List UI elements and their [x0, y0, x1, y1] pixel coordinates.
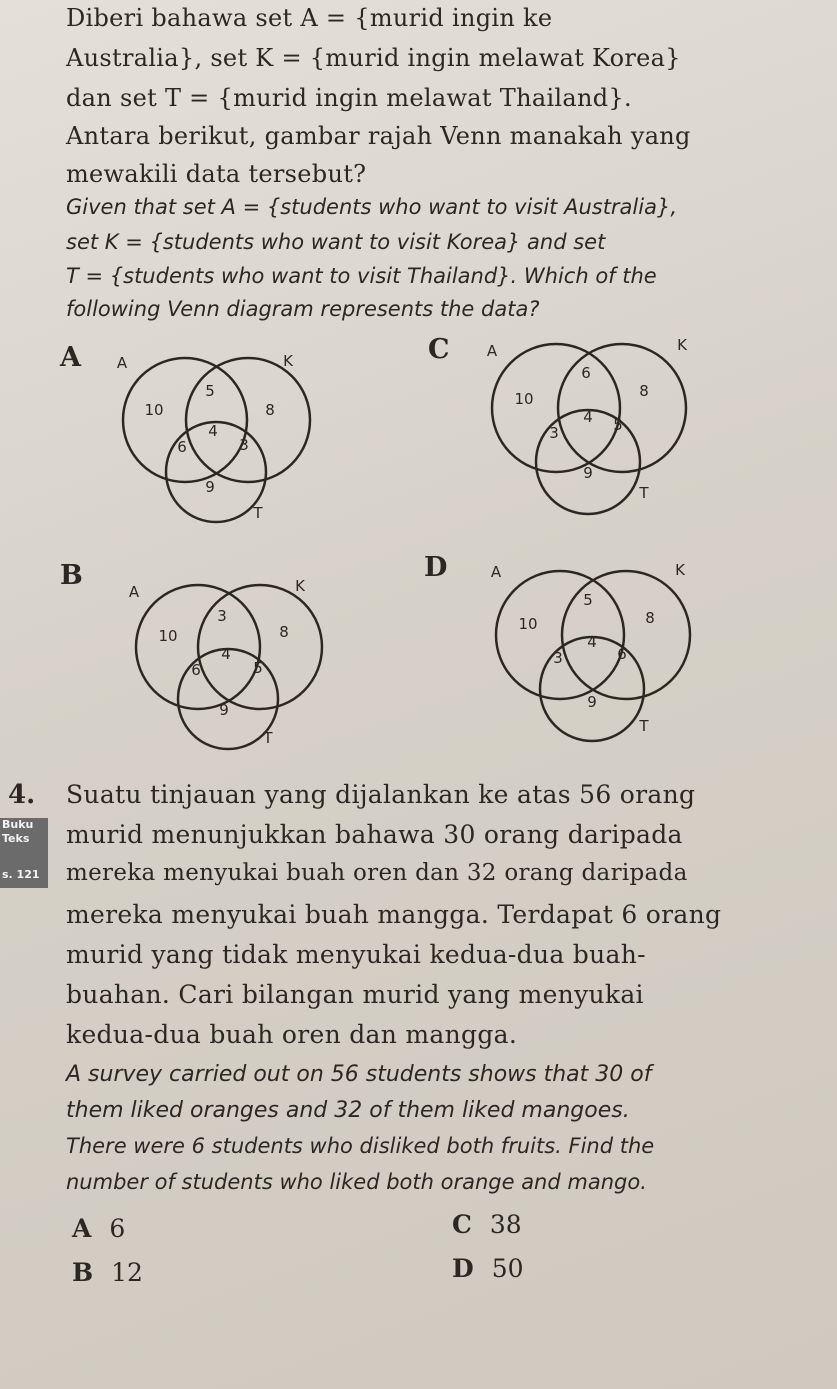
region-t-only: 9: [587, 693, 597, 711]
q4-ms-line-6: buahan. Cari bilangan murid yang menyukai: [66, 980, 644, 1009]
q3-en-line-3: T = {students who want to visit Thailand}. Which of the: [66, 264, 657, 288]
q3-ms-line-1: Diberi bahawa set A = {murid ingin ke: [66, 4, 553, 32]
region-a-only: 10: [518, 615, 538, 633]
answer-option-d[interactable]: [452, 1254, 524, 1283]
tab-line-2: Teks: [2, 832, 30, 845]
q4-en-line-4: number of students who liked both orange and mango.: [66, 1170, 647, 1194]
set-t-label: T: [253, 504, 263, 522]
tab-line-3: s. 121: [2, 868, 40, 881]
answer-c-letter: C: [452, 1210, 472, 1239]
region-t-only: 9: [205, 478, 215, 496]
answer-option-c[interactable]: [452, 1210, 522, 1239]
question-4-number: 4.: [8, 780, 36, 810]
q4-ms-line-5: murid yang tidak menyukai kedua-dua buah-: [66, 940, 646, 969]
region-k-t: 6: [617, 645, 627, 663]
set-k-label: K: [295, 577, 305, 595]
region-a-t: 3: [549, 424, 559, 442]
answer-option-a[interactable]: [72, 1214, 125, 1243]
region-a-only: 10: [144, 401, 164, 419]
venn-diagram-option-b[interactable]: [120, 565, 330, 755]
set-t-label: T: [639, 717, 649, 735]
region-k-only: 8: [639, 382, 649, 400]
region-a-k: 5: [583, 591, 593, 609]
q4-ms-line-3: mereka menyukai buah oren dan 32 orang daripada: [66, 860, 688, 886]
set-t-label: T: [263, 729, 273, 747]
answer-a-letter: A: [72, 1214, 92, 1243]
q4-ms-line-4: mereka menyukai buah mangga. Terdapat 6 orang: [66, 900, 722, 929]
region-t-only: 9: [219, 701, 229, 719]
answer-option-b[interactable]: [72, 1258, 143, 1287]
q3-en-line-4: following Venn diagram represents the data?: [66, 297, 540, 321]
q4-ms-line-1: Suatu tinjauan yang dijalankan ke atas 56 orang: [66, 780, 696, 809]
set-a-label: A: [116, 354, 128, 372]
option-c-letter[interactable]: C: [428, 334, 450, 365]
option-d-letter[interactable]: D: [424, 552, 448, 583]
region-k-only: 8: [265, 401, 275, 419]
q3-ms-line-5: mewakili data tersebut?: [66, 160, 367, 188]
answer-b-letter: B: [72, 1258, 94, 1287]
q4-ms-line-7: kedua-dua buah oren dan mangga.: [66, 1020, 518, 1049]
set-k-label: K: [675, 561, 685, 579]
region-a-k-t: 4: [587, 633, 597, 651]
venn-diagram-option-c[interactable]: [476, 330, 706, 525]
region-a-k-t: 4: [583, 408, 593, 426]
venn-diagram-option-a[interactable]: [110, 340, 320, 530]
set-k-label: K: [283, 352, 293, 370]
q4-ms-line-2: murid menunjukkan bahawa 30 orang daripada: [66, 820, 683, 849]
set-a-label: A: [490, 563, 502, 581]
q4-en-line-2: them liked oranges and 32 of them liked mangoes.: [66, 1098, 630, 1123]
region-k-t: 5: [613, 416, 623, 434]
q4-en-line-3: There were 6 students who disliked both fruits. Find the: [66, 1134, 655, 1158]
region-k-only: 8: [645, 609, 655, 627]
answer-d-value: 50: [491, 1254, 524, 1283]
region-a-k: 3: [217, 607, 227, 625]
set-a-label: A: [128, 583, 140, 601]
region-a-t: 3: [553, 649, 563, 667]
option-a-letter[interactable]: A: [60, 342, 81, 373]
region-a-only: 10: [514, 390, 534, 408]
set-k-label: K: [677, 336, 687, 354]
region-a-k: 6: [581, 364, 591, 382]
option-b-letter[interactable]: B: [60, 560, 83, 591]
tab-line-1: Buku: [2, 818, 34, 831]
region-t-only: 9: [583, 464, 593, 482]
venn-diagram-option-d[interactable]: [480, 555, 710, 750]
region-a-k: 5: [205, 382, 215, 400]
q3-en-line-2: set K = {students who want to visit Korea} and set: [66, 230, 606, 254]
region-a-t: 6: [191, 661, 201, 679]
region-a-only: 10: [158, 627, 178, 645]
q4-en-line-1: A survey carried out on 56 students shows that 30 of: [66, 1062, 652, 1087]
q3-ms-line-2: Australia}, set K = {murid ingin melawat Korea}: [66, 44, 681, 72]
region-k-only: 8: [279, 623, 289, 641]
q3-ms-line-3: dan set T = {murid ingin melawat Thailand}.: [66, 84, 632, 112]
q3-en-line-1: Given that set A = {students who want to visit Australia},: [66, 195, 677, 219]
q3-ms-line-4: Antara berikut, gambar rajah Venn manakah yang: [66, 122, 691, 150]
answer-c-value: 38: [489, 1210, 522, 1239]
textbook-reference-tab: [0, 818, 48, 888]
set-a-label: A: [486, 342, 498, 360]
answer-a-value: 6: [109, 1214, 126, 1243]
region-k-t: 5: [253, 659, 263, 677]
region-a-k-t: 4: [208, 422, 218, 440]
answer-b-value: 12: [111, 1258, 143, 1287]
set-t-label: T: [639, 484, 649, 502]
region-a-k-t: 4: [221, 645, 231, 663]
answer-d-letter: D: [452, 1254, 474, 1283]
region-k-t: 3: [239, 436, 249, 454]
region-a-t: 6: [177, 438, 187, 456]
